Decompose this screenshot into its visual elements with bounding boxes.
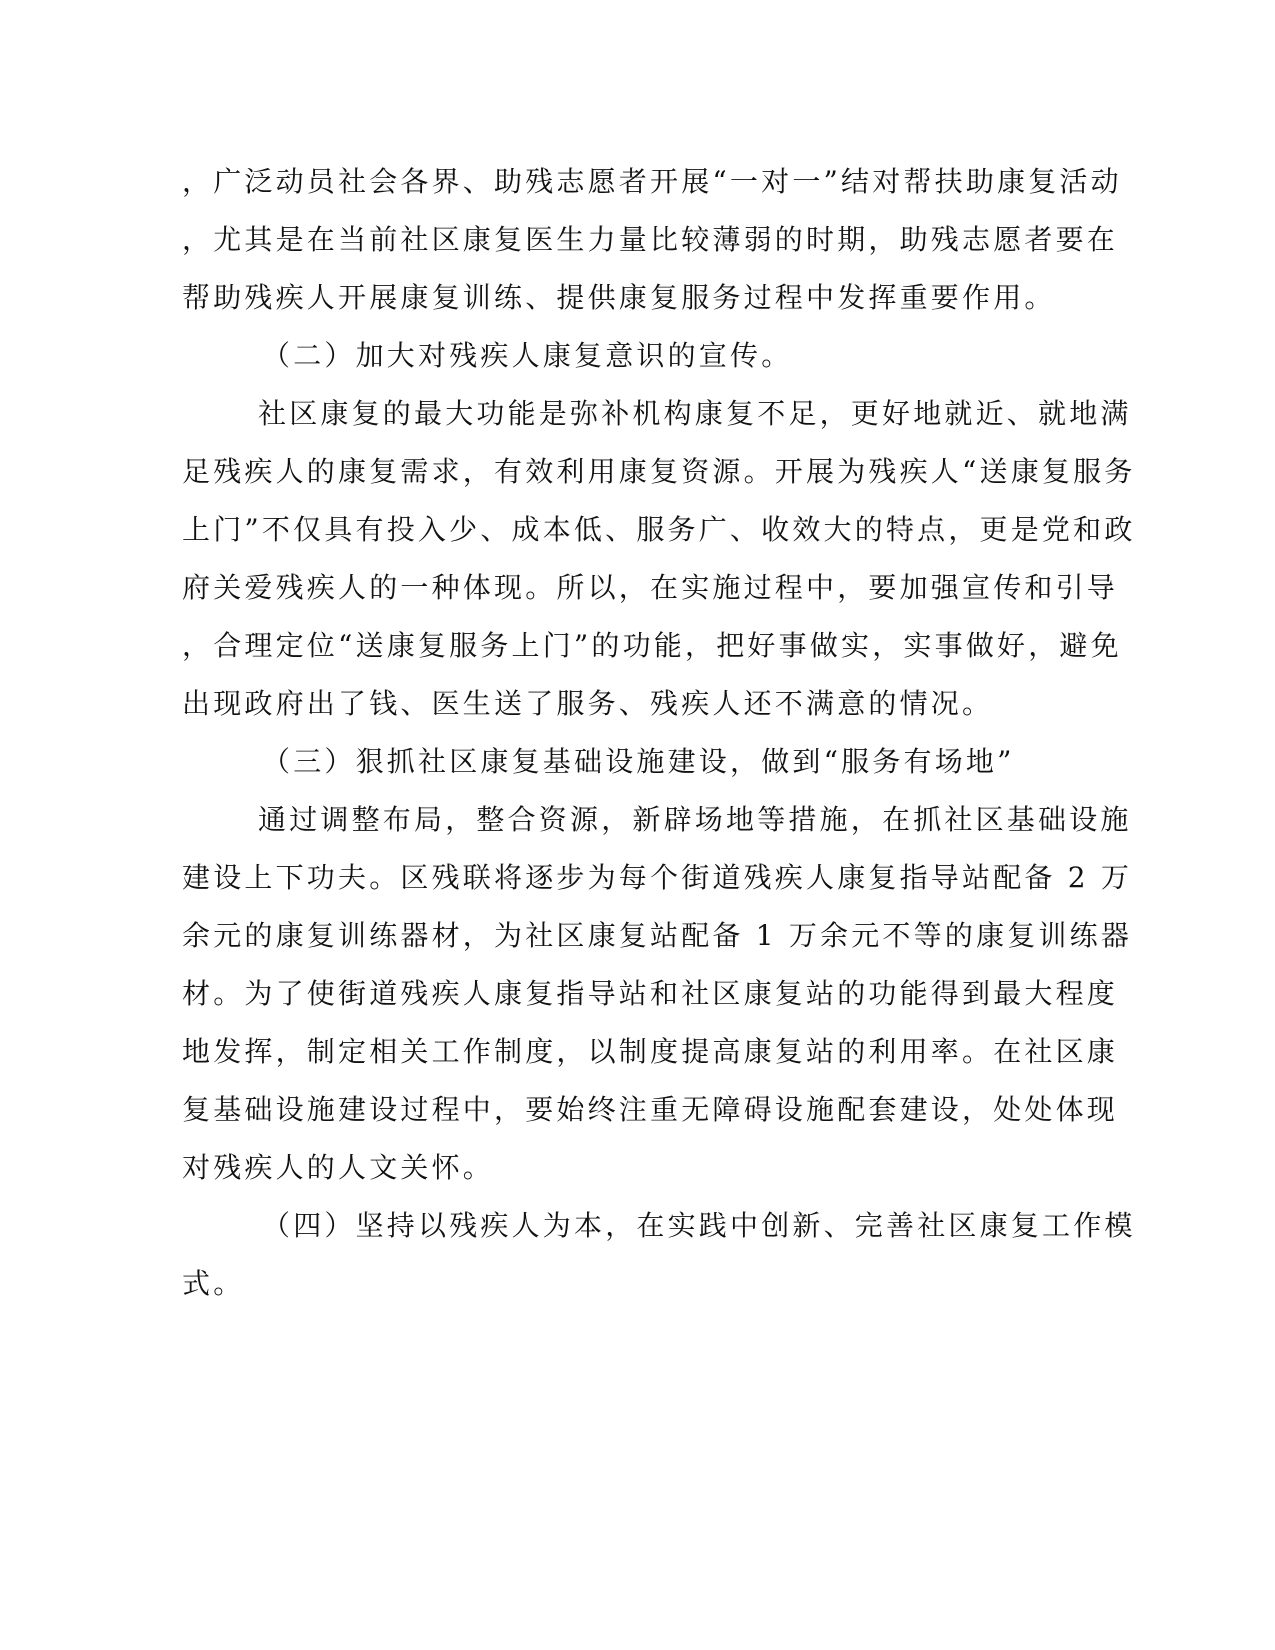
text-line-15: 材。为了使街道残疾人康复指导站和社区康复站的功能得到最大程度 xyxy=(182,977,1119,1010)
text-line-6: 足残疾人的康复需求，有效利用康复资源。开展为残疾人“送康复服务 xyxy=(182,455,1136,488)
text-line-18: 对残疾人的人文关怀。 xyxy=(182,1151,495,1184)
text-line-12: 通过调整布局，整合资源，新辟场地等措施，在抓社区基础设施 xyxy=(258,803,1132,836)
text-line-13: 建设上下功夫。区残联将逐步为每个街道残疾人康复指导站配备 2 万 xyxy=(182,861,1133,894)
text-line-1: ，广泛动员社会各界、助残志愿者开展“一对一”结对帮扶助康复活动 xyxy=(182,165,1122,198)
text-line-17: 复基础设施建设过程中，要始终注重无障碍设施配套建设，处处体现 xyxy=(182,1093,1119,1126)
text-line-9: ，合理定位“送康复服务上门”的功能，把好事做实，实事做好，避免 xyxy=(182,629,1122,662)
text-line-20: 式。 xyxy=(182,1267,245,1300)
section-heading-4: （四）坚持以残疾人为本，在实践中创新、完善社区康复工作模 xyxy=(262,1209,1136,1242)
text-line-8: 府关爱残疾人的一种体现。所以，在实施过程中，要加强宣传和引导 xyxy=(182,571,1119,604)
text-line-5: 社区康复的最大功能是弥补机构康复不足，更好地就近、就地满 xyxy=(258,397,1132,430)
section-heading-3: （三）狠抓社区康复基础设施建设，做到“服务有场地” xyxy=(262,745,1015,778)
text-line-7: 上门”不仅具有投入少、成本低、服务广、收效大的特点，更是党和政 xyxy=(182,513,1136,546)
text-line-3: 帮助残疾人开展康复训练、提供康复服务过程中发挥重要作用。 xyxy=(182,281,1056,314)
section-heading-2: （二）加大对残疾人康复意识的宣传。 xyxy=(262,339,793,372)
text-line-14: 余元的康复训练器材，为社区康复站配备 1 万余元不等的康复训练器 xyxy=(182,919,1133,952)
text-line-10: 出现政府出了钱、医生送了服务、残疾人还不满意的情况。 xyxy=(182,687,994,720)
text-line-2: ，尤其是在当前社区康复医生力量比较薄弱的时期，助残志愿者要在 xyxy=(182,223,1119,256)
text-line-16: 地发挥，制定相关工作制度，以制度提高康复站的利用率。在社区康 xyxy=(182,1035,1119,1068)
